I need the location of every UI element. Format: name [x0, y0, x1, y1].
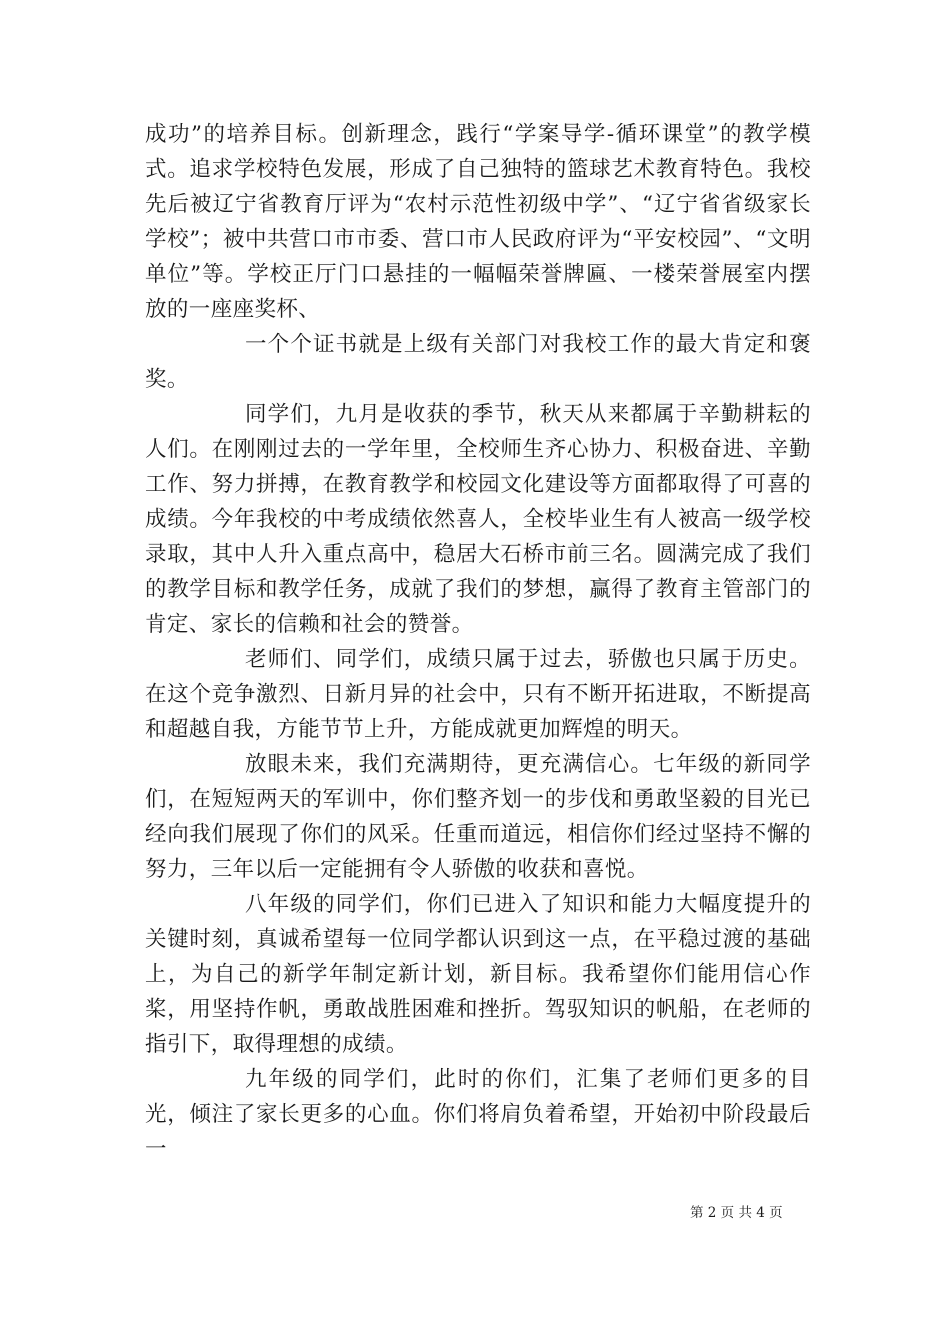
paragraph-1: 成功”的培养目标。创新理念，践行“学案导学-循环课堂”的教学模式。追求学校特色发展，形成了自己独特的篮球艺术教育特色。我校先后被辽宁省教育厅评为“农村示范性初级中学”、“辽宁省省级家长学校”；被中共营口市市委、营口市人民政府评为“平安校园”、“文明单位”等。学校正厅门口悬挂的一幅幅荣誉牌匾、一楼荣誉展室内摆放的一座座奖杯、	[145, 122, 811, 322]
paragraph-5: 放眼未来，我们充满期待，更充满信心。七年级的新同学们，在短短两天的军训中，你们整齐划一的步伐和勇敢坚毅的目光已经向我们展现了你们的风采。任重而道远，相信你们经过坚持不懈的努力，三年以后一定能拥有令人骄傲的收获和喜悦。	[145, 752, 811, 882]
paragraph-3: 同学们，九月是收获的季节，秋天从来都属于辛勤耕耘的人们。在刚刚过去的一学年里，全校师生齐心协力、积极奋进、辛勤工作、努力拼搏，在教育教学和校园文化建设等方面都取得了可喜的成绩。今年我校的中考成绩依然喜人，全校毕业生有人被高一级学校录取，其中人升入重点高中，稳居大石桥市前三名。圆满完成了我们的教学目标和教学任务，成就了我们的梦想，赢得了教育主管部门的肯定、家长的信赖和社会的赞誉。	[145, 402, 811, 637]
paragraph-4: 老师们、同学们，成绩只属于过去，骄傲也只属于历史。在这个竞争激烈、日新月异的社会中，只有不断开拓进取，不断提高和超越自我，方能节节上升，方能成就更加辉煌的明天。	[145, 647, 811, 742]
paragraph-7: 九年级的同学们，此时的你们，汇集了老师们更多的目光，倾注了家长更多的心血。你们将肩负着希望，开始初中阶段最后一	[145, 1067, 811, 1162]
page-number-footer: 第 2 页 共 4 页	[690, 1205, 783, 1221]
body-text	[145, 117, 811, 1167]
paragraph-6: 八年级的同学们，你们已进入了知识和能力大幅度提升的关键时刻，真诚希望每一位同学都认识到这一点，在平稳过渡的基础上，为自己的新学年制定新计划，新目标。我希望你们能用信心作桨，用坚持作帆，勇敢战胜困难和挫折。驾驭知识的帆船，在老师的指引下，取得理想的成绩。	[145, 892, 811, 1057]
paragraph-2: 一个个证书就是上级有关部门对我校工作的最大肯定和褒奖。	[145, 332, 811, 392]
